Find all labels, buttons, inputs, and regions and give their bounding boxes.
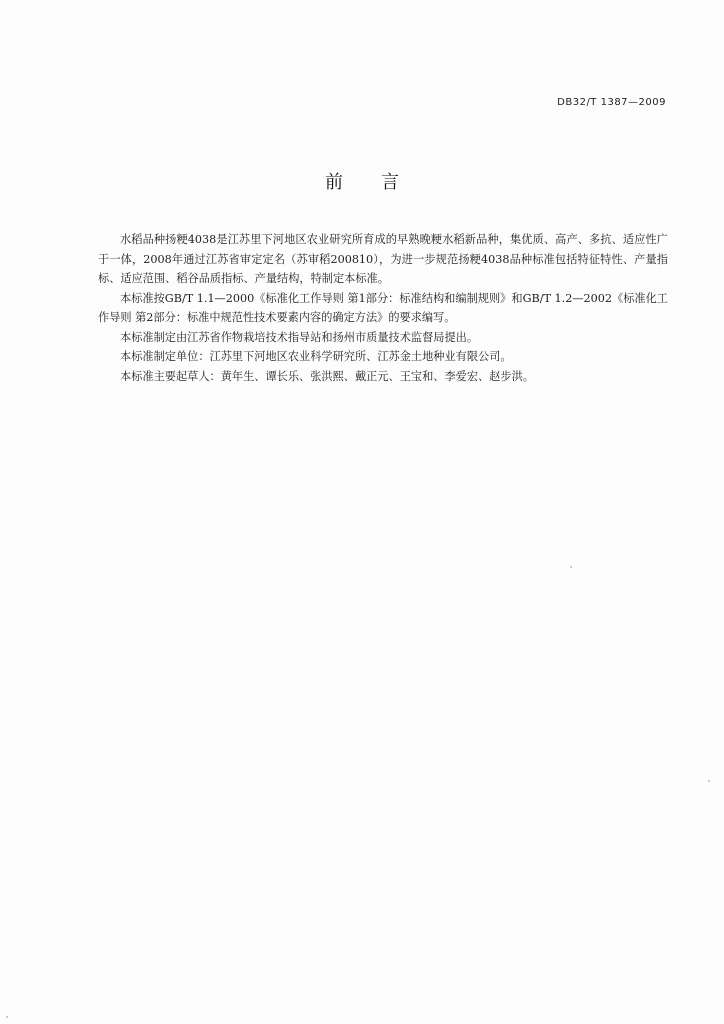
paragraph-proposer: 本标准制定由江苏省作物栽培技术指导站和扬州市质量技术监督局提出。 — [120, 330, 479, 344]
paragraph-drafting-rules: 本标准按GB/T 1.1—2000《标准化工作导则 第1部分：标准结构和编制规则》和GB/T 1.2—2002《标准化工作导则 第2部分：标准中规范性技术要素内容的确定方法》的要求编写。 — [98, 291, 668, 324]
paragraph-drafting-units: 本标准制定单位：江苏里下河地区农业科学研究所、江苏金土地种业有限公司。 — [120, 350, 512, 363]
scan-speck — [708, 780, 710, 782]
scan-speck — [6, 1016, 8, 1018]
paragraph-drafters: 本标准主要起草人：黄年生、谭长乐、张洪熙、戴正元、王宝和、李爱宏、赵步洪。 — [120, 369, 534, 383]
section-title: 前言 — [325, 172, 437, 193]
paragraph-intro: 水稻品种扬粳4038是江苏里下河地区农业研究所育成的早熟晚粳水稻新品种，集优质、高产、多抗、适应性广于一体，2008年通过江苏省审定定名（苏审稻200810），为进一步规范扬粳4038品种标准包括特征特性、产量指标、适应范围、稻谷品质指标、产量结构，特制定本标准。 — [98, 233, 668, 285]
foreword-body — [98, 230, 668, 386]
scan-speck — [570, 566, 572, 568]
document-code: DB32/T 1387—2009 — [557, 97, 666, 108]
